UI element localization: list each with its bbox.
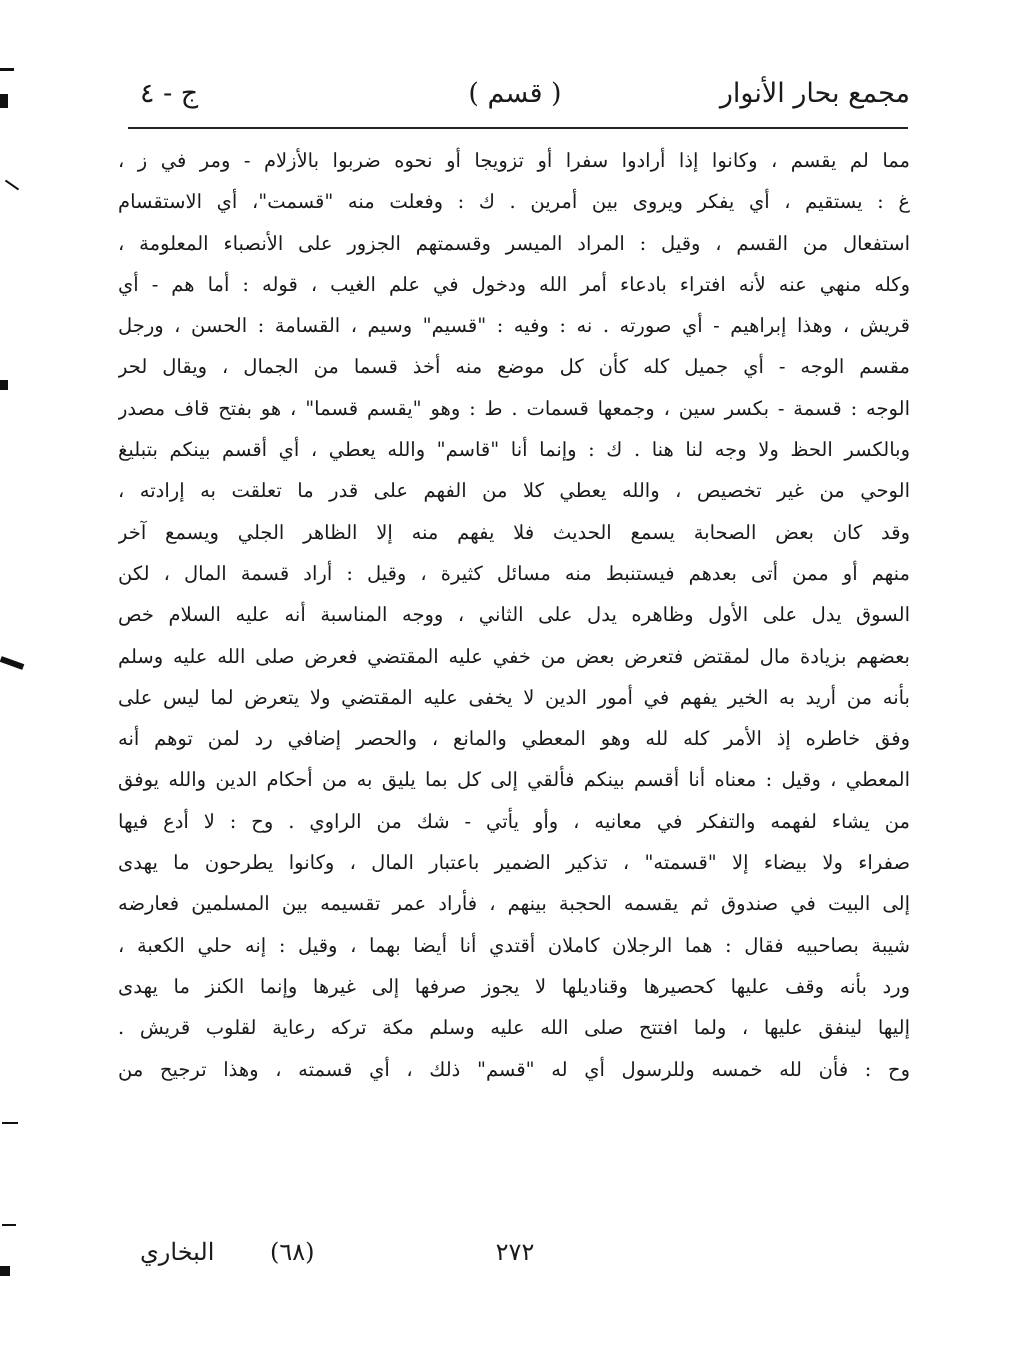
text-line: بأنه من أريد به الخير يفهم في أمور الدين لا يخفى عليه المقتضي ولا يتعرض لما ليس على [118, 685, 910, 709]
text-line: مقسم الوجه - أي جميل كله كأن كل موضع منه أخذ قسما من الجمال ، ويقال لحر [118, 355, 910, 379]
scan-mark [0, 1266, 10, 1276]
text-line: وفق خاطره إذ الأمر كله لله وهو المعطي والمانع ، والحصر إضافي رد لمن توهم أنه [118, 727, 910, 751]
text-line: قريش ، وهذا إبراهيم - أي صورته . نه : وفيه : "قسيم" وسيم ، القسامة : الحسن ، ورجل [118, 314, 910, 338]
scan-mark [0, 380, 8, 390]
text-line: السوق يدل على الأول وظاهره يدل على الثاني ، ووجه المناسبة أنه عليه السلام خص [118, 603, 910, 627]
running-header [120, 78, 910, 122]
page-footer [120, 1238, 910, 1278]
volume-label: ج - ٤ [140, 78, 199, 109]
book-name: البخاري [140, 1238, 215, 1266]
text-line: شيبة بصاحبيه فقال : هما الرجلان كاملان أقتدي أنا أيضا بهما ، وقيل : إنه حلي الكعبة ، [118, 933, 910, 957]
text-line: إليها لينفق عليها ، ولما افتتح صلى الله عليه وسلم مكة تركه رعاية لقلوب قريش . [118, 1016, 910, 1040]
text-line: من يشاء لفهمه والتفكر في معانيه ، وأو يأتي - شك من الراوي . وح : لا أدع فيها [118, 809, 910, 833]
text-line: المعطي ، وقيل : معناه أنا أقسم بينكم فألقي إلى كل بما يليق به من أحكام الدين والله يوفق [118, 768, 910, 792]
text-line: بعضهم بزيادة مال لمقتض فتعرض بعض من خفي عليه المقتضي فعرض صلى الله عليه وسلم [118, 644, 910, 668]
scan-mark [0, 656, 24, 670]
header-rule [128, 127, 908, 129]
page-body [118, 140, 910, 1090]
text-line: وح : فأن لله خمسه وللرسول أي له "قسم" ذلك ، أي قسمته ، وهذا ترجيح من [118, 1057, 910, 1081]
text-line: الوجه : قسمة - بكسر سين ، وجمعها قسمات . ط : وهو "يقسم قسما" ، هو بفتح قاف مصدر [118, 396, 910, 420]
text-line: وبالكسر الحظ ولا وجه لنا هنا . ك : وإنما أنا "قاسم" والله يعطي ، أي أقسم بينكم بتبليغ [118, 438, 910, 462]
scan-mark [2, 1122, 18, 1124]
text-line: منهم أو ممن أتى بعدهم فيستنبط منه مسائل كثيرة ، وقيل : أراد قسمة المال ، لكن [118, 561, 910, 585]
text-line: إلى البيت في صندوق ثم يقسمه الحجبة بينهم ، فأراد عمر تقسيمه بين المسلمين فعارضه [118, 892, 910, 916]
scan-mark [2, 1224, 16, 1226]
text-line: وكله منهي عنه لأنه افتراء بادعاء أمر الله ودخول في علم الغيب ، قوله : أما هم - أي [118, 272, 910, 296]
text-line: صفراء ولا بيضاء إلا "قسمته" ، تذكير الضمير باعتبار المال ، وكانوا يطرحون ما يهدى [118, 851, 910, 875]
text-line: الوحي من غير تخصيص ، والله يعطي كلا من الفهم على قدر ما تعلقت به إرادته ، [118, 479, 910, 503]
text-line: غ : يستقيم ، أي يفكر ويروى بين أمرين . ك : وفعلت منه "قسمت"، أي الاستقسام [118, 190, 910, 214]
text-line: مما لم يقسم ، وكانوا إذا أرادوا سفرا أو تزويجا أو نحوه ضربوا بالأزلام - ومر في ز ، [118, 149, 910, 172]
text-line: وقد كان بعض الصحابة يسمع الحديث فلا يفهم منه إلا الظاهر الجلي ويسمع آخر [118, 520, 910, 544]
section-number: (٦٨) [270, 1238, 315, 1266]
scan-mark [0, 68, 14, 71]
text-line: استفعال من القسم ، وقيل : المراد الميسر وقسمتهم الجزور على الأنصباء المعلومة ، [118, 231, 910, 255]
book-title: مجمع بحار الأنوار [719, 78, 910, 109]
entry-heading: ( قسم ) [468, 78, 562, 109]
scan-mark [0, 94, 8, 108]
scan-mark [5, 180, 19, 191]
text-line: ورد بأنه وقف عليها كحصيرها وقناديلها لا يجوز صرفها إلى غيرها وإنما الكنز ما يهدى [118, 974, 910, 998]
page-number: ٢٧٢ [495, 1238, 535, 1266]
